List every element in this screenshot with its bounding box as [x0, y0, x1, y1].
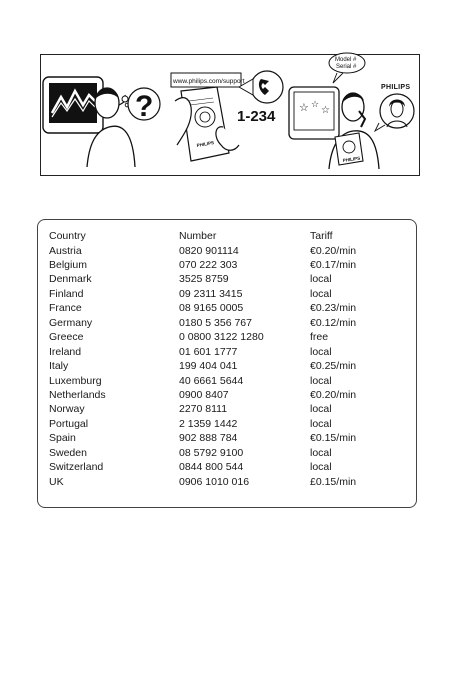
- cell-number: 01 601 1777: [179, 345, 238, 358]
- cell-country: Italy: [49, 360, 69, 373]
- svg-text:☆: ☆: [311, 100, 320, 110]
- cell-country: Germany: [49, 316, 93, 329]
- cell-tariff: local: [310, 287, 332, 300]
- cell-tariff: free: [310, 331, 329, 344]
- philips-brand: PHILIPS: [381, 84, 411, 91]
- cell-tariff: €0.17/min: [310, 258, 357, 271]
- cell-country: Finland: [49, 287, 84, 300]
- cell-country: Netherlands: [49, 389, 106, 401]
- cell-tariff: £0.15/min: [310, 475, 357, 488]
- cell-number: 08 9165 0005: [179, 302, 244, 315]
- cell-country: Belgium: [49, 258, 87, 271]
- cell-tariff: €0.20/min: [310, 389, 357, 401]
- support-illustration-banner: [40, 54, 420, 176]
- cell-tariff: local: [310, 345, 332, 358]
- cell-tariff: local: [310, 374, 332, 387]
- cell-number: 0906 1010 016: [179, 475, 250, 488]
- cell-number: 0820 901114: [179, 244, 239, 257]
- card-brand-label-2: PHILIPS: [342, 155, 361, 163]
- cell-country: Spain: [49, 432, 76, 445]
- call-illustration: [289, 57, 417, 171]
- header-number: Number: [179, 230, 217, 242]
- cell-number: 2 1359 1442: [179, 417, 238, 430]
- svg-text:☆: ☆: [321, 105, 330, 116]
- cell-number: 0844 800 544: [179, 461, 244, 474]
- cell-tariff: local: [310, 446, 332, 459]
- cell-country: France: [49, 302, 82, 315]
- header-country: Country: [49, 230, 86, 242]
- cell-tariff: local: [310, 461, 332, 474]
- cell-tariff: €0.12/min: [310, 316, 357, 329]
- cell-country: Sweden: [49, 446, 87, 459]
- cell-tariff: €0.20/min: [310, 244, 357, 257]
- cell-country: Ireland: [49, 345, 82, 358]
- support-numbers-table: [37, 219, 417, 508]
- support-url: www.philips.com/support: [173, 78, 245, 85]
- cell-number: 40 6661 5644: [179, 374, 244, 387]
- serial-number-label: Serial #: [336, 64, 357, 70]
- panel-call: [289, 57, 417, 171]
- cell-tariff: local: [310, 273, 332, 286]
- cell-number: 199 404 041: [179, 360, 238, 373]
- support-number: 1-234: [237, 108, 276, 125]
- cell-number: 09 2311 3415: [179, 287, 243, 300]
- panel-problem: [43, 61, 163, 171]
- cell-number: 0 0800 3122 1280: [179, 331, 264, 344]
- cell-country: Portugal: [49, 417, 89, 430]
- cell-number: 0900 8407: [179, 389, 229, 401]
- cell-number: 2270 8111: [179, 403, 228, 416]
- svg-text:☆: ☆: [299, 101, 309, 114]
- cell-number: 070 222 303: [179, 258, 238, 271]
- cell-tariff: local: [310, 403, 332, 416]
- contact-illustration: [169, 61, 287, 171]
- cell-number: 08 5792 9100: [179, 446, 244, 459]
- cell-country: Austria: [49, 244, 82, 257]
- cell-tariff: €0.23/min: [310, 302, 357, 315]
- cell-tariff: €0.15/min: [310, 432, 357, 445]
- card-brand-label: PHILIPS: [196, 140, 215, 148]
- cell-tariff: €0.25/min: [310, 360, 357, 373]
- cell-number: 3525 8759: [179, 273, 229, 286]
- cell-country: Luxemburg: [49, 374, 102, 387]
- question-mark: ?: [135, 90, 154, 123]
- header-tariff: Tariff: [310, 230, 333, 242]
- panel-contact: [169, 61, 287, 171]
- cell-number: 902 888 784: [179, 432, 238, 445]
- cell-country: Greece: [49, 331, 84, 344]
- cell-tariff: local: [310, 417, 332, 430]
- cell-country: Norway: [49, 403, 85, 416]
- cell-country: Switzerland: [49, 461, 104, 474]
- model-number-label: Model #: [335, 57, 357, 63]
- cell-number: 0180 5 356 767: [179, 316, 252, 329]
- problem-illustration: [43, 61, 163, 171]
- cell-country: UK: [49, 475, 64, 488]
- cell-country: Denmark: [49, 273, 92, 286]
